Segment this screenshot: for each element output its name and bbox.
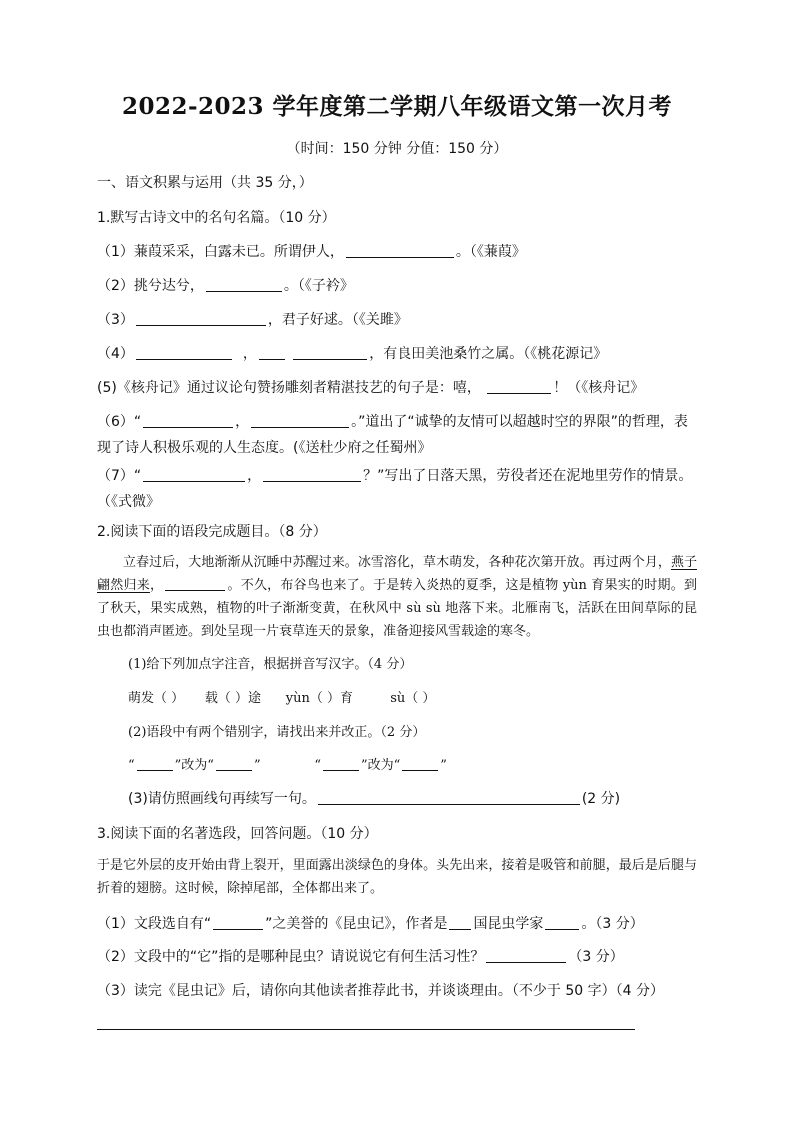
q3-sub-1-text2: ”之美誉的《昆虫记》，作者是: [265, 916, 448, 932]
answer-blank[interactable]: [318, 790, 580, 805]
q2-sub-1: (1)给下列加点字注音，根据拼音写汉字。（4 分）: [128, 657, 413, 672]
q1-item-7-comma: ，: [247, 468, 262, 484]
q1-item-5-text: (5)《核舟记》通过议论句赞扬雕刻者精湛技艺的句子是：嘻，: [97, 380, 481, 396]
answer-blank[interactable]: [293, 345, 367, 360]
quote-close: ”: [253, 758, 261, 773]
q2-sub-3-score: (2 分): [581, 791, 621, 807]
q1-item-5-source: ！（《核舟记》: [553, 380, 645, 396]
answer-line[interactable]: [97, 1029, 635, 1030]
answer-blank[interactable]: [486, 948, 566, 963]
q1-item-5: [97, 377, 697, 397]
answer-blank[interactable]: [136, 311, 266, 326]
answer-blank[interactable]: [259, 345, 285, 360]
q2-passage-part2: 。不久，布谷鸟也来了。于是转入炎热的夏季，这是植物 yùn 育果实的时期。到了秋天，果实成熟，植物的叶子渐渐变黄，在秋风中 sù sù 地落下来。北雁南飞，活跃在田间草际的昆虫也都消声匿迹。到处呈现一片衰草连天的景象，准备迎接风雪载途的寒冬。: [97, 578, 697, 639]
q2-fix-row: [128, 754, 728, 773]
answer-blank[interactable]: [251, 413, 349, 428]
q3-sub-1-text: （1）文段选自有“: [97, 916, 212, 932]
q1-item-3-label: （3）: [97, 312, 134, 328]
quote-open: “: [128, 758, 135, 773]
q2-passage: [97, 551, 697, 643]
q1-item-1-text: （1）蒹葭采采，白露未已。所谓伊人，: [97, 244, 344, 260]
q1-item-7: [97, 463, 697, 515]
q3-sub-2: [97, 946, 697, 966]
q1-item-4-label: （4）: [97, 346, 134, 362]
q3-sub-2-score: （3 分）: [568, 949, 624, 965]
q2-pinyin-row: [128, 687, 728, 706]
quote-open: “: [314, 758, 321, 773]
q3-sub-3: （3）读完《昆虫记》后，请你向其他读者推荐此书，并谈谈理由。（不少于 50 字）（4 分）: [97, 983, 664, 999]
answer-blank[interactable]: [545, 915, 579, 930]
q3-sub-1-score: 。（3 分）: [581, 916, 644, 932]
q2-underlined-sentence: 燕子翩然归来: [97, 555, 697, 593]
answer-blank[interactable]: [216, 756, 252, 771]
answer-blank[interactable]: [346, 243, 454, 258]
answer-blank[interactable]: [206, 277, 282, 292]
q3-sub-1-text3: 国昆虫学家: [473, 916, 544, 932]
q1-item-2-source: 。（《子衿》: [283, 278, 354, 294]
answer-blank[interactable]: [263, 467, 361, 482]
quote-close: ”: [440, 758, 447, 773]
answer-blank[interactable]: [323, 756, 359, 771]
answer-blank[interactable]: [213, 915, 263, 930]
pinyin-item-3[interactable]: yùn（ ）育: [285, 691, 353, 706]
answer-blank[interactable]: [449, 915, 471, 930]
q2-passage-part1: 立春过后，大地渐渐从沉睡中苏醒过来。冰雪溶化，草木萌发，各种花次第开放。再过两个月，: [123, 555, 671, 570]
pinyin-item-4[interactable]: sù（ ）: [390, 691, 436, 706]
answer-blank[interactable]: [137, 756, 173, 771]
pinyin-item-2[interactable]: 载（ ）途: [204, 691, 261, 706]
change-to-label: ”改为“: [361, 758, 401, 773]
q1-item-3-text: ，君子好逑。（《关雎》: [267, 312, 408, 328]
q2-passage-comma: ，: [149, 578, 164, 593]
q1-item-6-comma: ，: [235, 414, 250, 430]
q1-item-4: [97, 343, 697, 363]
question-1-heading: 1.默写古诗文中的名句名篇。（10 分）: [97, 210, 336, 226]
page-title: 2022-2023 学年度第二学期八年级语文第一次月考: [121, 93, 673, 120]
q1-item-2-text: （2）挑兮达兮，: [97, 278, 204, 294]
answer-blank[interactable]: [402, 756, 438, 771]
q1-item-7-text: ？”写出了日落天黑，劳役者还在泥地里劳作的情景。（《式微》: [97, 468, 693, 510]
q2-sub-3: [128, 788, 728, 808]
exam-info: （时间：150 分钟 分值：150 分）: [286, 141, 508, 157]
question-3-heading: 3.阅读下面的名著选段，回答问题。（10 分）: [97, 826, 378, 842]
question-2-heading: 2.阅读下面的语段完成题目。（8 分）: [97, 524, 327, 540]
answer-blank[interactable]: [165, 576, 225, 591]
q1-item-6-open: （6）“: [97, 414, 142, 430]
change-to-label: ”改为“: [174, 758, 214, 773]
q2-sub-2: (2)语段中有两个错别字，请找出来并改正。（2 分）: [128, 725, 426, 740]
answer-blank[interactable]: [136, 345, 232, 360]
q1-item-3: [97, 309, 697, 329]
q1-item-6-text: 。”道出了“诚挚的友情可以超越时空的界限”的哲理，表现了诗人积极乐观的人生态度。(《送杜少府之任蜀州》: [97, 414, 688, 456]
q3-sub-2-text: （2）文段中的“它”指的是哪种昆虫？请说说它有何生活习性？: [97, 949, 485, 965]
answer-blank[interactable]: [143, 467, 245, 482]
section-heading: 一、语文积累与运用（共 35 分，）: [97, 175, 313, 191]
q1-item-4-comma: ，: [242, 346, 257, 362]
q1-item-2: [97, 275, 697, 295]
q1-item-4-text: ，有良田美池桑竹之属。（《桃花源记》: [369, 346, 608, 362]
answer-blank[interactable]: [487, 379, 551, 394]
q3-sub-1: [97, 913, 697, 933]
q1-item-6: [97, 409, 697, 461]
pinyin-item-1[interactable]: 萌发（ ）: [128, 691, 185, 706]
q3-passage: 于是它外层的皮开始由背上裂开，里面露出淡绿色的身体。头先出来，接着是吸管和前腿，最后是后腿与折着的翅膀。这时候，除掉尾部，全体都出来了。: [97, 858, 697, 896]
q1-item-1-source: 。（《蒹葭》: [455, 244, 526, 260]
answer-blank[interactable]: [143, 413, 233, 428]
q2-sub-3-text: (3)请仿照画线句再续写一句。: [128, 791, 316, 807]
q1-item-1: [97, 241, 697, 261]
q1-item-7-open: （7）“: [97, 468, 142, 484]
